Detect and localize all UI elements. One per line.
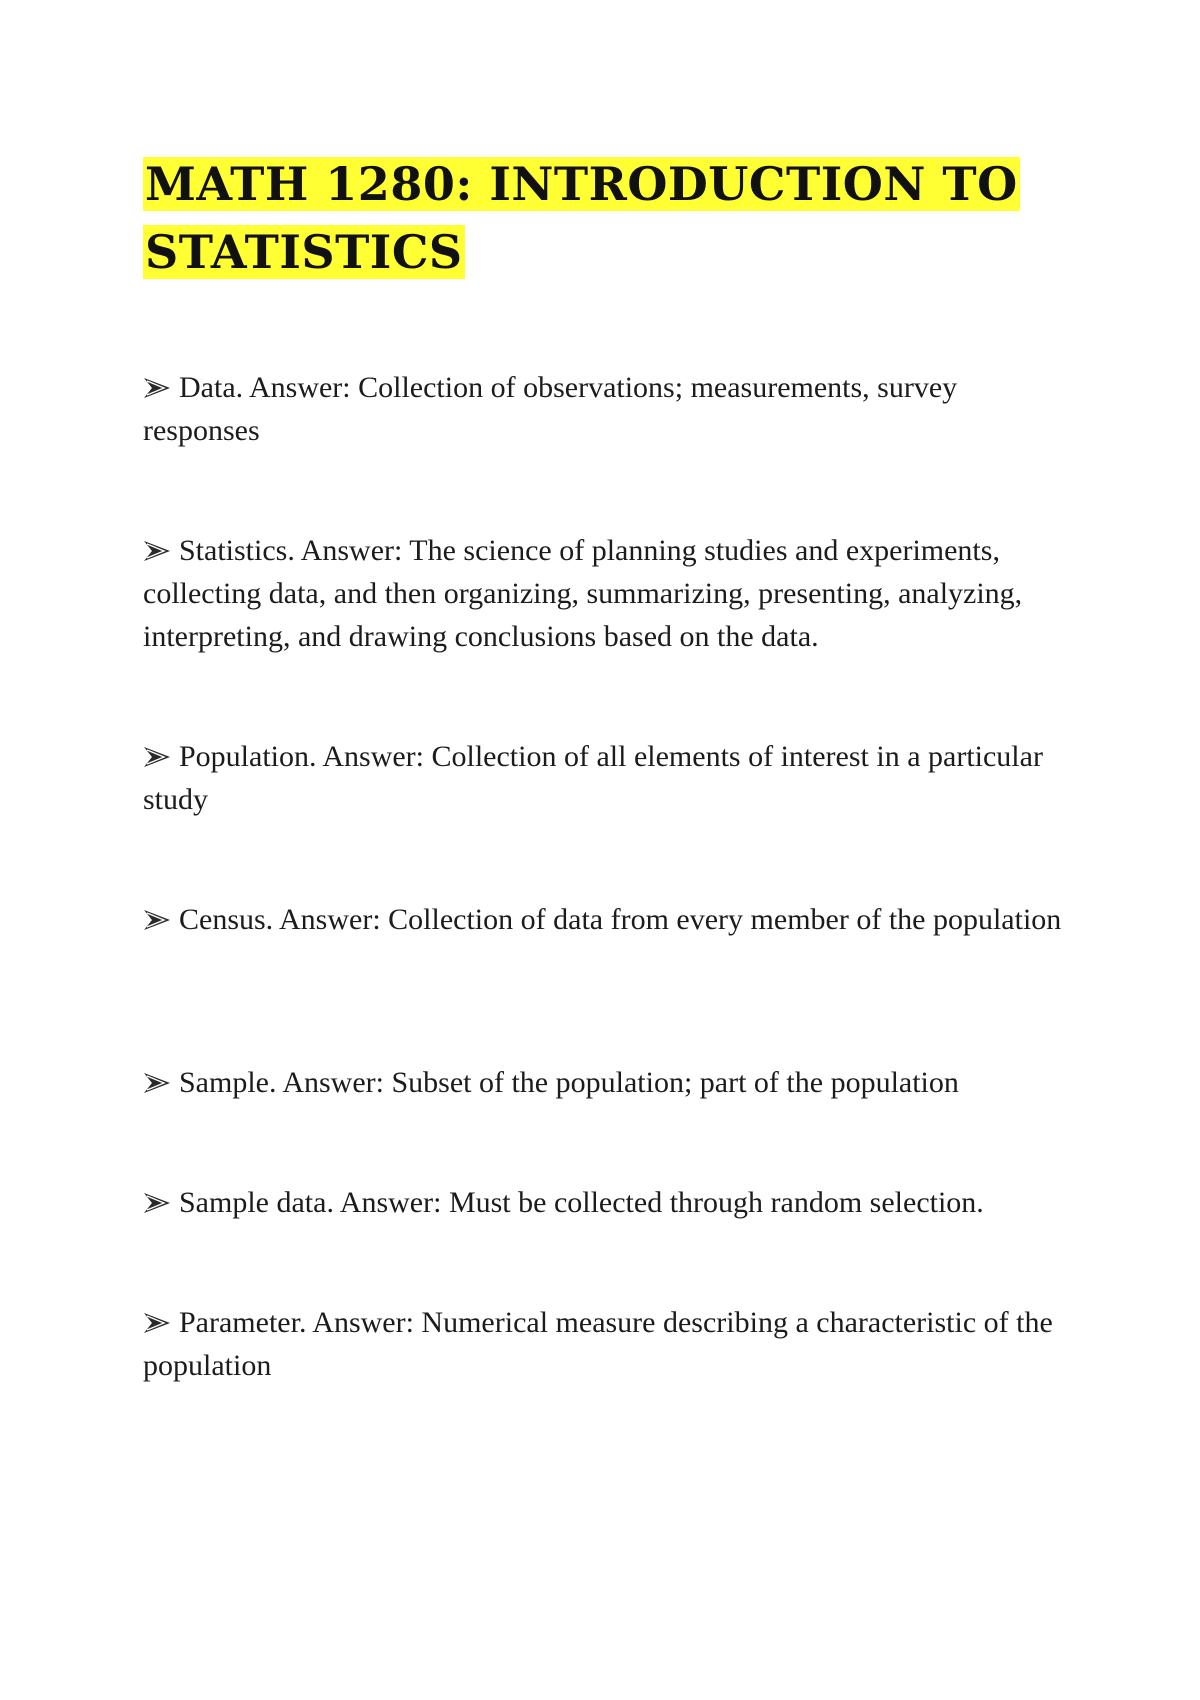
right-arrow-icon (143, 1071, 171, 1095)
list-item-census (143, 898, 1073, 941)
right-arrow-icon (143, 908, 171, 932)
right-arrow-icon (143, 1191, 171, 1215)
list-item-data (143, 366, 1073, 452)
list-item-parameter (143, 1301, 1073, 1387)
list-item-sample (143, 1061, 1073, 1104)
title-highlight-2: STATISTICS (145, 225, 463, 279)
list-item-text: Parameter. Answer: Numerical measure describing a characteristic of the population (143, 1306, 1053, 1382)
title-line-2 (143, 218, 1043, 286)
list-item-text: Population. Answer: Collection of all elements of interest in a particular study (143, 740, 1043, 816)
title-line-1 (143, 150, 1043, 218)
list-item-statistics (143, 529, 1073, 658)
right-arrow-icon (143, 539, 171, 563)
list-item-text: Census. Answer: Collection of data from every member of the population (179, 903, 1062, 936)
right-arrow-icon (143, 1311, 171, 1335)
list-item-sample-data (143, 1181, 1073, 1224)
list-item-population (143, 735, 1073, 821)
list-item-text: Statistics. Answer: The science of planning studies and experiments, collecting data, and then organizing, summarizing, presenting, analyzing, interpreting, and drawing conclusions based on the data. (143, 534, 1023, 653)
right-arrow-icon (143, 376, 171, 400)
list-item-text: Data. Answer: Collection of observations; measurements, survey responses (143, 371, 958, 447)
list-item-text: Sample. Answer: Subset of the population; part of the population (179, 1066, 959, 1099)
right-arrow-icon (143, 745, 171, 769)
title-highlight-1: MATH 1280: INTRODUCTION TO (145, 157, 1018, 211)
list-item-text: Sample data. Answer: Must be collected through random selection. (179, 1186, 984, 1219)
page-title (143, 150, 1043, 286)
